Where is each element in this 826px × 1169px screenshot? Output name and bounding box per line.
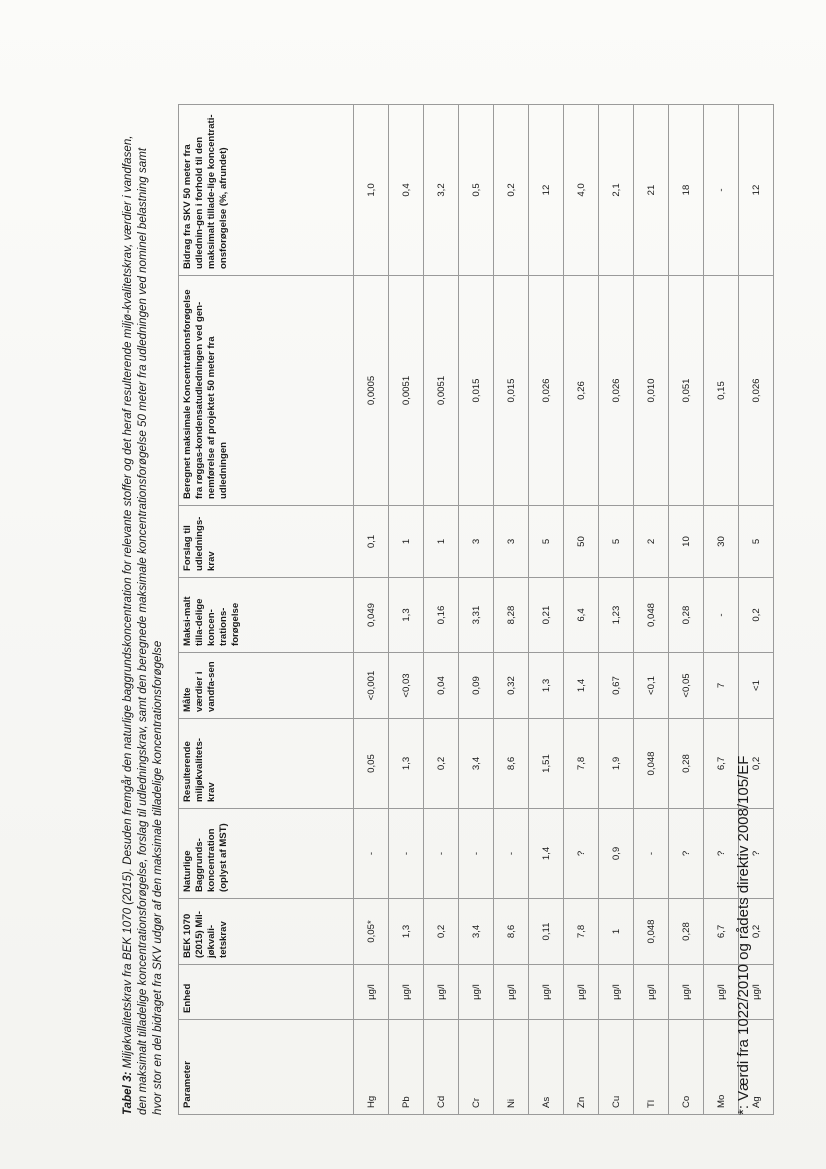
table-cell: <0,1 (634, 653, 669, 719)
table-cell: Ni (494, 1020, 529, 1115)
table-cell: 0,05 (354, 719, 389, 809)
table-cell: 0,32 (494, 653, 529, 719)
table-cell: 0,11 (529, 899, 564, 965)
table-cell: 0,05* (354, 899, 389, 965)
table-cell: 8,6 (494, 719, 529, 809)
table-cell: Cr (459, 1020, 494, 1115)
table-cell: Ag (739, 1020, 774, 1115)
table-cell: <0,03 (389, 653, 424, 719)
table-cell: 18 (669, 105, 704, 276)
table-row (669, 105, 704, 1115)
table-cell: 0,28 (669, 578, 704, 653)
table-cell: 0,015 (494, 276, 529, 506)
table-cell: µg/l (669, 965, 704, 1020)
table-cell: µg/l (599, 965, 634, 1020)
table-cell: - (494, 809, 529, 899)
table-cell: 8,6 (494, 899, 529, 965)
header-natural-background: Naturlige Baggrunds-koncentration (oplyst af MST) (179, 809, 354, 899)
table-cell: 10 (669, 506, 704, 578)
table-cell: 0,15 (704, 276, 739, 506)
caption-label: Tabel 3: (121, 1071, 134, 1115)
table-cell: 0,0005 (354, 276, 389, 506)
table-cell: 1,4 (564, 653, 599, 719)
table-cell: 4,0 (564, 105, 599, 276)
table-cell: As (529, 1020, 564, 1115)
table-cell: 0,2 (494, 105, 529, 276)
table-row (354, 105, 389, 1115)
table-cell: 0,26 (564, 276, 599, 506)
header-skv-contribution: Bidrag fra SKV 50 meter fra udlednin-gen i forhold til den maksimalt tillade-lige koncentrati-onsforøgelse (%, afrundet) (179, 105, 354, 276)
table-cell: 0,048 (634, 578, 669, 653)
header-measured-values: Målte værdier i vandfa-sen (179, 653, 354, 719)
table-cell: 0,049 (354, 578, 389, 653)
environmental-quality-table (178, 104, 774, 1115)
table-row (389, 105, 424, 1115)
table-cell: 3,4 (459, 719, 494, 809)
table-cell: 0,051 (669, 276, 704, 506)
table-cell: 0,1 (354, 506, 389, 578)
table-cell: 1,0 (354, 105, 389, 276)
table-row (704, 105, 739, 1115)
table-cell: ? (704, 809, 739, 899)
table-cell: 0,048 (634, 899, 669, 965)
table-cell: 0,026 (599, 276, 634, 506)
table-cell: 0,4 (389, 105, 424, 276)
table-row (599, 105, 634, 1115)
table-cell: 0,21 (529, 578, 564, 653)
table-cell: 3 (459, 506, 494, 578)
table-cell: - (424, 809, 459, 899)
table-cell: - (389, 809, 424, 899)
header-bek-requirement: BEK 1070 (2015) Mil-jøkvali-tetskrav (179, 899, 354, 965)
table-cell: 0,015 (459, 276, 494, 506)
table-cell: 6,4 (564, 578, 599, 653)
table-cell: µg/l (459, 965, 494, 1020)
table-cell: 0,0051 (424, 276, 459, 506)
table-cell: Tl (634, 1020, 669, 1115)
table-cell: 21 (634, 105, 669, 276)
table-cell: 2,1 (599, 105, 634, 276)
header-max-increase: Maksi-malt tilla-delige koncen-trations-forøgelse (179, 578, 354, 653)
table-cell: Mo (704, 1020, 739, 1115)
table-cell: 0,09 (459, 653, 494, 719)
table-cell: - (704, 578, 739, 653)
table-cell: <1 (739, 653, 774, 719)
table-cell: 6,7 (704, 899, 739, 965)
table-cell: 7 (704, 653, 739, 719)
table-cell: 0,2 (739, 719, 774, 809)
table-caption (120, 135, 165, 1115)
table-cell: ? (739, 809, 774, 899)
table-cell: Zn (564, 1020, 599, 1115)
rotated-landscape-content (120, 115, 820, 1115)
table-cell: 0,026 (739, 276, 774, 506)
header-resulting-requirement: Resulterende miljøkvalitets-krav (179, 719, 354, 809)
table-cell: 0,2 (424, 719, 459, 809)
table-cell: 1,3 (389, 719, 424, 809)
table-cell: Co (669, 1020, 704, 1115)
table-cell: 7,8 (564, 899, 599, 965)
table-cell: µg/l (529, 965, 564, 1020)
table-cell: - (704, 105, 739, 276)
table-cell: 2 (634, 506, 669, 578)
table-cell: µg/l (704, 965, 739, 1020)
table-cell: 5 (599, 506, 634, 578)
table-cell: - (634, 809, 669, 899)
table-cell: 1,51 (529, 719, 564, 809)
table-row (424, 105, 459, 1115)
table-cell: 3,2 (424, 105, 459, 276)
table-cell: 12 (739, 105, 774, 276)
header-parameter: Parameter (179, 1020, 354, 1115)
table-cell: 6,7 (704, 719, 739, 809)
table-cell: µg/l (564, 965, 599, 1020)
table-row (564, 105, 599, 1115)
table-cell: 0,28 (669, 899, 704, 965)
table-cell: 0,048 (634, 719, 669, 809)
table-cell: 0,67 (599, 653, 634, 719)
header-proposed-limit: Forslag til udlednings-krav (179, 506, 354, 578)
table-cell: 0,026 (529, 276, 564, 506)
table-cell: Cu (599, 1020, 634, 1115)
table-row (634, 105, 669, 1115)
table-cell: 0,28 (669, 719, 704, 809)
table-cell: 0,5 (459, 105, 494, 276)
table-row (529, 105, 564, 1115)
caption-text: Miljøkvalitetskrav fra BEK 1070 (2015). Desuden fremgår den naturlige baggrundskoncentration for relevante stoffer og det heraf resulterende miljø-kvalitetskrav, værdier i vandfasen, den maksimalt tilladelige koncentrationsforøgelse, forslag til udledningskrav, samt den beregnede maksimale koncentrationsforøgelse 50 meter fra udledningen ved nominel belastning samt hvor stor en del bidraget fra SKV udgør af den maksimale tilladelige koncentrationsforøgelse (121, 135, 164, 1115)
header-calculated-increase: Beregnet maksimale Koncentrationsforøgelse fra røggas-kondensatudledningen ved gen-nemførelse af projektet 50 meter fra udledningen (179, 276, 354, 506)
table-cell: 1,9 (599, 719, 634, 809)
table-row (459, 105, 494, 1115)
table-cell: 0,9 (599, 809, 634, 899)
table-cell: µg/l (424, 965, 459, 1020)
table-cell: 1,23 (599, 578, 634, 653)
table-cell: 8,28 (494, 578, 529, 653)
table-cell: 1 (424, 506, 459, 578)
table-cell: Pb (389, 1020, 424, 1115)
table-cell: µg/l (634, 965, 669, 1020)
table-cell: 30 (704, 506, 739, 578)
table-cell: 1 (599, 899, 634, 965)
table-cell: 0,2 (739, 578, 774, 653)
table-footnote: *: Værdi fra 1022/2010 og rådets direktiv 2008/105/EF (735, 755, 752, 1115)
table-cell: 12 (529, 105, 564, 276)
table-cell: 0,010 (634, 276, 669, 506)
header-unit: Enhed (179, 965, 354, 1020)
table-cell: <0,001 (354, 653, 389, 719)
table-cell: 3,31 (459, 578, 494, 653)
table-cell: 0,2 (739, 899, 774, 965)
table-cell: Cd (424, 1020, 459, 1115)
table-cell: 0,0051 (389, 276, 424, 506)
table-cell: µg/l (494, 965, 529, 1020)
table-cell: 0,04 (424, 653, 459, 719)
table-cell: 0,2 (424, 899, 459, 965)
table-cell: µg/l (389, 965, 424, 1020)
table-cell: µg/l (354, 965, 389, 1020)
table-cell: µg/l (739, 965, 774, 1020)
table-cell: 3 (494, 506, 529, 578)
table-cell: 1,3 (389, 578, 424, 653)
table-row (494, 105, 529, 1115)
table-cell: ? (669, 809, 704, 899)
table-cell: <0,05 (669, 653, 704, 719)
table-cell: ? (564, 809, 599, 899)
table-cell: 5 (739, 506, 774, 578)
table-cell: 1,4 (529, 809, 564, 899)
table-cell: 1 (389, 506, 424, 578)
table-cell: 0,16 (424, 578, 459, 653)
table-cell: 3,4 (459, 899, 494, 965)
table-cell: 1,3 (389, 899, 424, 965)
table-cell: - (354, 809, 389, 899)
table-cell: 7,8 (564, 719, 599, 809)
table-cell: Hg (354, 1020, 389, 1115)
table-cell: 5 (529, 506, 564, 578)
table-cell: 50 (564, 506, 599, 578)
table-header-row (179, 105, 354, 1115)
table-cell: 1,3 (529, 653, 564, 719)
table-body (354, 105, 774, 1115)
table-cell: - (459, 809, 494, 899)
